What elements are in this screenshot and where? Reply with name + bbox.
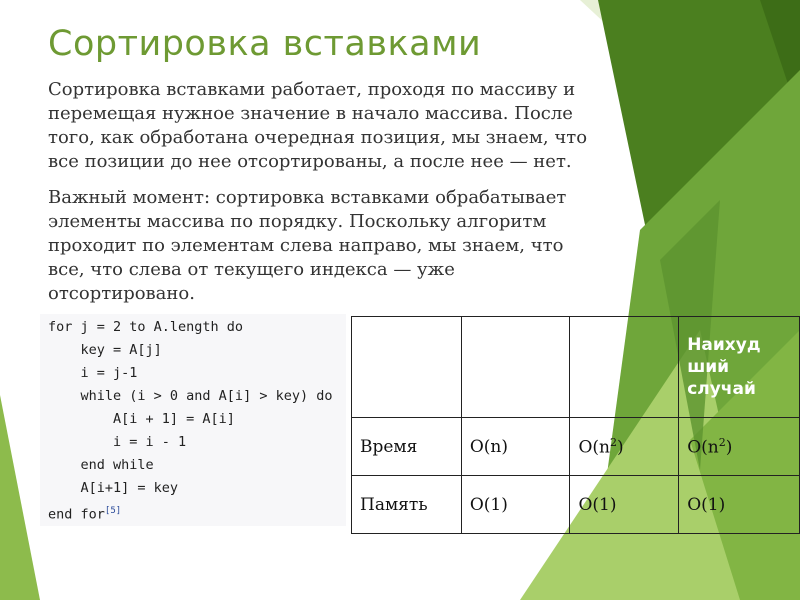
memory-worst-cell: O(1) (679, 476, 800, 534)
exponent: 2 (610, 435, 618, 449)
paragraph-important: Важный момент: сортировка вставками обрабатывает элементы массива по порядку. Поскольку алгоритм проходит по элементам слева направо, мы знаем, что все, что слева от текущего индекса — уже отсортировано. (48, 187, 567, 304)
code-line: A[i+1] = key (48, 480, 179, 496)
memory-best-cell: O(1) (461, 476, 570, 534)
time-worst-cell (679, 418, 800, 476)
pseudocode-block (40, 314, 346, 526)
table-header-cell (461, 317, 570, 418)
cell-text: O(n (578, 437, 611, 458)
memory-average-cell: O(1) (570, 476, 679, 534)
code-line: key = A[j] (48, 342, 162, 358)
complexity-table (351, 316, 800, 534)
code-line: A[i + 1] = A[i] (48, 411, 235, 427)
row-label-time: Время (352, 418, 462, 476)
code-line: while (i > 0 and A[i] > key) do (48, 388, 333, 404)
code-line: i = i - 1 (48, 434, 187, 450)
table-header-cell (352, 317, 462, 418)
table-header-cell (570, 317, 679, 418)
code-line: for j = 2 to A.length do (48, 319, 244, 335)
table-header-row (352, 317, 800, 418)
table-header-worst-case (679, 317, 800, 418)
row-label-memory: Память (352, 476, 462, 534)
code-line: end while (48, 457, 154, 473)
cell-text: ) (725, 437, 733, 458)
slide-title: Сортировка вставками (48, 24, 482, 64)
table-row-memory (352, 476, 800, 534)
table-row-time (352, 418, 800, 476)
cell-text: O(n (687, 437, 719, 458)
paragraph-intro: Сортировка вставками работает, проходя по массиву и перемещая нужное значение в начало массива. После того, как обработана очередная позиция, мы знаем, что все позиции до нее отсортированы, а после нее — нет. (48, 79, 588, 172)
code-footnote-link[interactable]: [5] (104, 506, 122, 516)
worst-case-label: Наихуд ший случай (687, 335, 761, 399)
code-line-text: end for (48, 506, 105, 523)
code-line-last (40, 500, 346, 527)
cell-text: ) (617, 437, 624, 458)
code-line: i = j-1 (48, 365, 138, 381)
time-average-cell (570, 418, 679, 476)
time-best-cell: O(n) (461, 418, 570, 476)
exponent: 2 (718, 435, 726, 449)
